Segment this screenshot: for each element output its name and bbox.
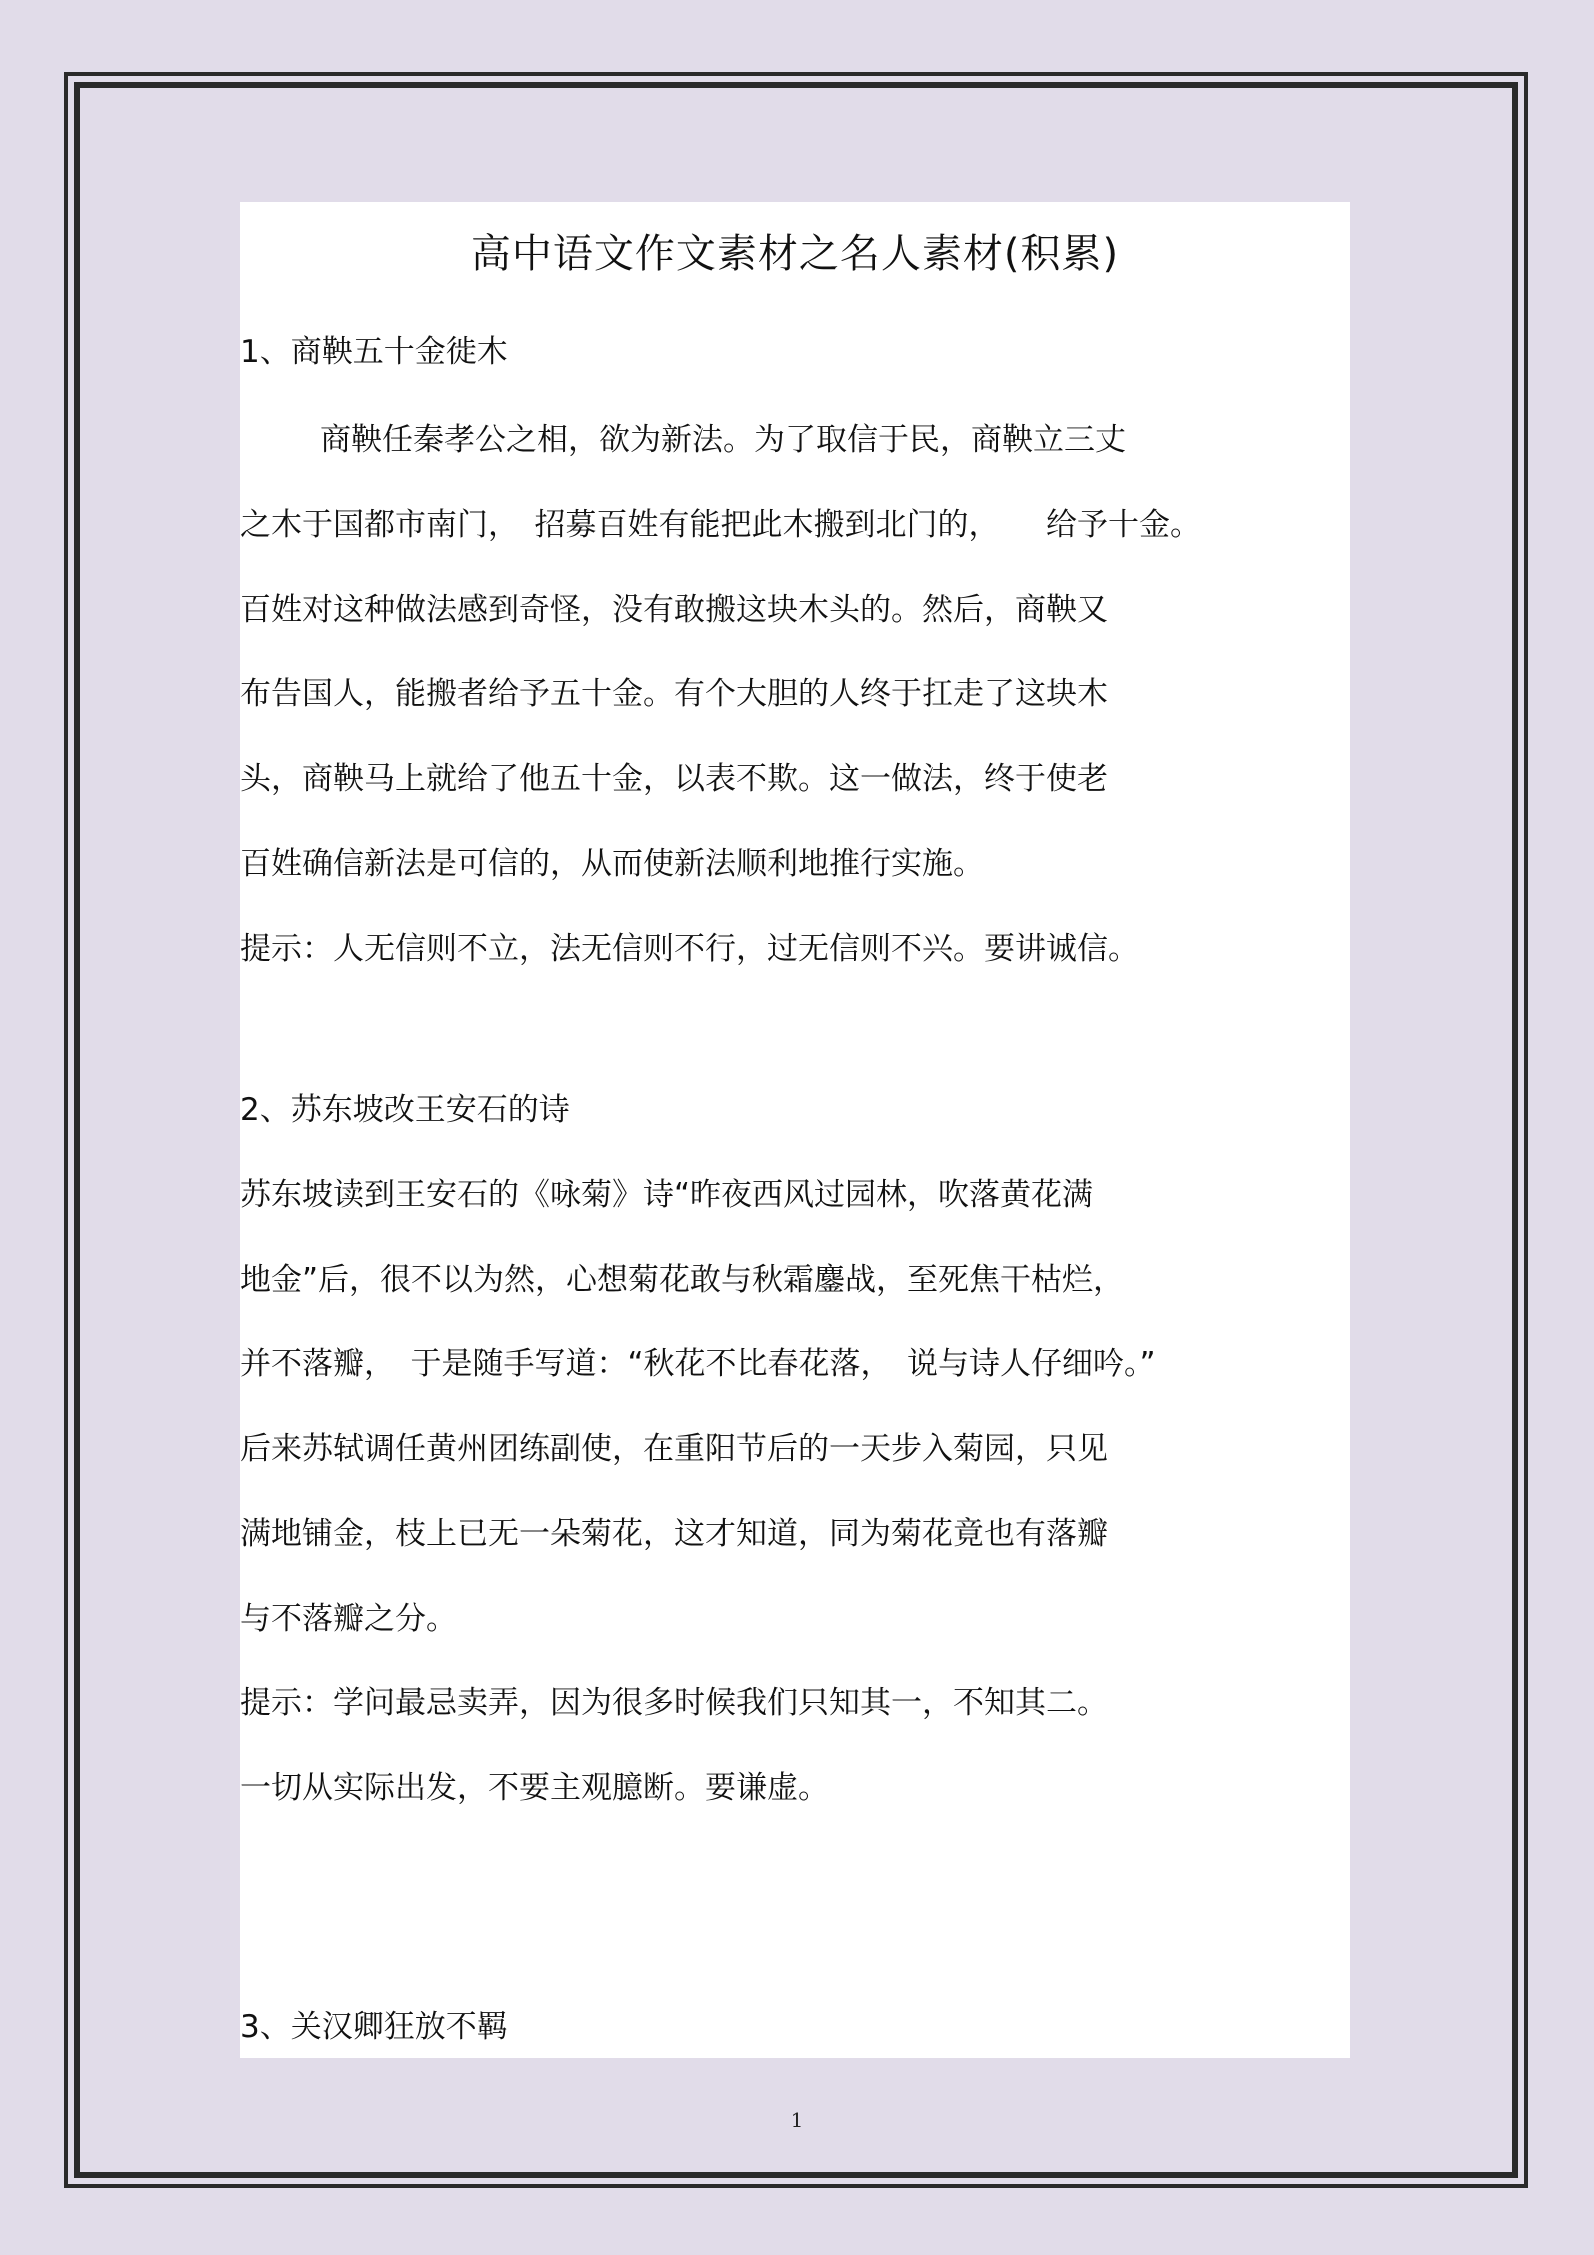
section-1-line-5: 头，商鞅马上就给了他五十金，以表不欺。这一做法，终于使老 [240, 761, 1108, 797]
section-2-tip-1: 提示：学问最忌卖弄，因为很多时候我们只知其一，不知其二。 [240, 1685, 1108, 1721]
section-heading-2: 2、苏东坡改王安石的诗 [240, 1092, 570, 1128]
document-page [240, 202, 1350, 2058]
section-1-line-2: 之木于国都市南门， 招募百姓有能把此木搬到北门的， 给予十金。 [240, 507, 1201, 543]
section-2-line-4: 后来苏轼调任黄州团练副使，在重阳节后的一天步入菊园，只见 [240, 1431, 1108, 1467]
section-2-tip-2: 一切从实际出发，不要主观臆断。要谦虚。 [240, 1770, 829, 1806]
section-1-line-3: 百姓对这种做法感到奇怪，没有敢搬这块木头的。然后，商鞅又 [240, 592, 1108, 628]
section-2-line-2: 地金”后，很不以为然，心想菊花敢与秋霜鏖战，至死焦干枯烂， [240, 1262, 1125, 1298]
section-1-line-4: 布告国人，能搬者给予五十金。有个大胆的人终于扛走了这块木 [240, 676, 1108, 712]
page-number: 1 [790, 2108, 804, 2132]
section-2-line-6: 与不落瓣之分。 [240, 1601, 457, 1637]
section-1-line-6: 百姓确信新法是可信的，从而使新法顺利地推行实施。 [240, 846, 984, 882]
section-heading-3: 3、关汉卿狂放不羁 [240, 2009, 508, 2045]
section-heading-1: 1、商鞅五十金徙木 [240, 334, 508, 370]
section-1-tip: 提示：人无信则不立，法无信则不行，过无信则不兴。要讲诚信。 [240, 931, 1139, 967]
section-2-line-1: 苏东坡读到王安石的《咏菊》诗“昨夜西风过园林，吹落黄花满 [240, 1177, 1094, 1213]
section-2-line-3: 并不落瓣， 于是随手写道：“秋花不比春花落， 说与诗人仔细吟。” [240, 1346, 1156, 1382]
section-1-line-1: 商鞅任秦孝公之相，欲为新法。为了取信于民，商鞅立三丈 [320, 422, 1126, 458]
section-2-line-5: 满地铺金，枝上已无一朵菊花，这才知道，同为菊花竟也有落瓣 [240, 1516, 1108, 1552]
document-title: 高中语文作文素材之名人素材(积累) [470, 231, 1120, 277]
